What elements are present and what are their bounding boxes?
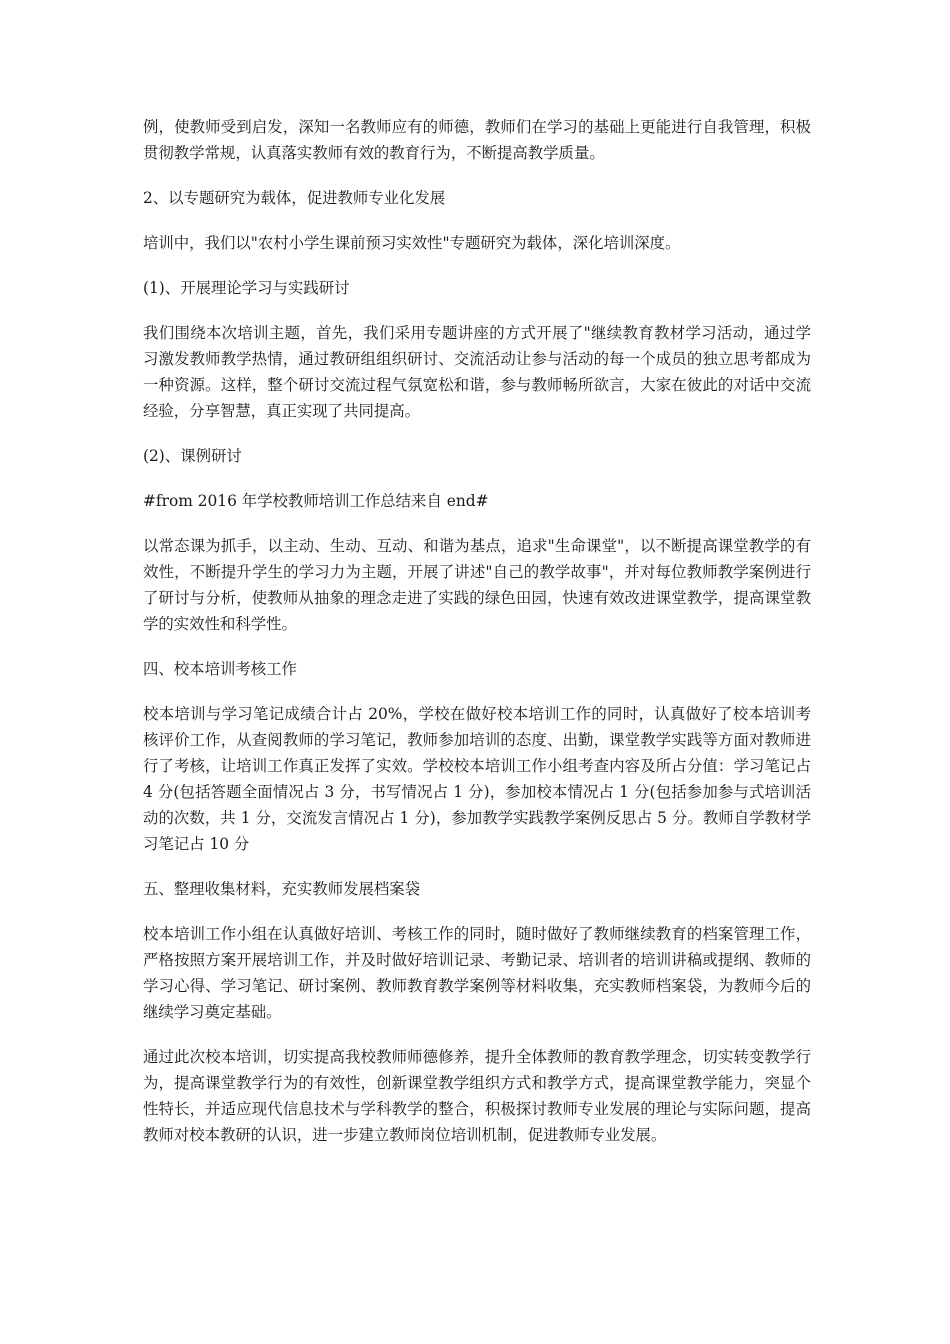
paragraph-assessment: 校本培训与学习笔记成绩合计占 20%，学校在做好校本培训工作的同时，认真做好了校本培训考核评价工作，从查阅教师的学习笔记，教师参加培训的态度、出勤，课堂教学实践等方面对教师进行了考核，让培训工作真正发挥了实效。学校校本培训工作小组考查内容及所占分值：学习笔记占 4 分(包括答题全面情况占 3 分，书写情况占 1 分)，参加校本情况占 1 分(包括参加参与式培训活动的次数，共 1 分，交流发言情况占 1 分)，参加教学实践教学案例反思占 5 分。教师自学教材学习笔记占 10 分 — [143, 705, 811, 853]
section-heading-5: 五、整理收集材料，充实教师发展档案袋 — [143, 880, 421, 898]
paragraph-conclusion: 通过此次校本培训，切实提高我校教师师德修养，提升全体教师的教育教学理念，切实转变教学行为，提高课堂教学行为的有效性，创新课堂教学组织方式和教学方式，提高课堂教学能力，突显个性特长，并适应现代信息技术与学科教学的整合，积极探讨教师专业发展的理论与实际问题，提高教师对校本教研的认识，进一步建立教师岗位培训机制，促进教师专业发展。 — [143, 1048, 811, 1144]
paragraph-archive: 校本培训工作小组在认真做好培训、考核工作的同时，随时做好了教师继续教育的档案管理工作，严格按照方案开展培训工作，并及时做好培训记录、考勤记录、培训者的培训讲稿或提纲、教师的学习心得、学习笔记、研讨案例、教师教育教学案例等材料收集，充实教师档案袋，为教师今后的继续学习奠定基础。 — [143, 925, 811, 1021]
subheading-2: (2)、课例研讨 — [143, 447, 242, 465]
paragraph-training-intro: 培训中，我们以"农村小学生课前预习实效性"专题研究为载体，深化培训深度。 — [143, 234, 681, 252]
paragraph-lesson-study: 以常态课为抓手，以主动、生动、互动、和谐为基点，追求"生命课堂"，以不断提高课堂教学的有效性，不断提升学生的学习力为主题，开展了讲述"自己的教学故事"，并对每位教师教学案例进行了研讨与分析，使教师从抽象的理念走进了实践的绿色田园，快速有效改进课堂教学，提高课堂教学的实效性和科学性。 — [143, 537, 811, 633]
section-heading-2: 2、以专题研究为载体，促进教师专业化发展 — [143, 189, 446, 207]
paragraph-continuation: 例，使教师受到启发，深知一名教师应有的师德，教师们在学习的基础上更能进行自我管理，积极贯彻教学常规，认真落实教师有效的教育行为，不断提高教学质量。 — [143, 118, 811, 162]
document-page — [143, 114, 811, 1167]
subheading-1: (1)、开展理论学习与实践研讨 — [143, 279, 350, 297]
source-marker: #from 2016 年学校教师培训工作总结来自 end# — [143, 492, 489, 510]
section-heading-4: 四、校本培训考核工作 — [143, 660, 297, 678]
paragraph-theory-study: 我们围绕本次培训主题，首先，我们采用专题讲座的方式开展了"继续教育教材学习活动，通过学习激发教师教学热情，通过教研组组织研讨、交流活动让参与活动的每一个成员的独立思考都成为一种资源。这样，整个研讨交流过程气氛宽松和谐，参与教师畅所欲言，大家在彼此的对话中交流经验，分享智慧，真正实现了共同提高。 — [143, 324, 811, 420]
